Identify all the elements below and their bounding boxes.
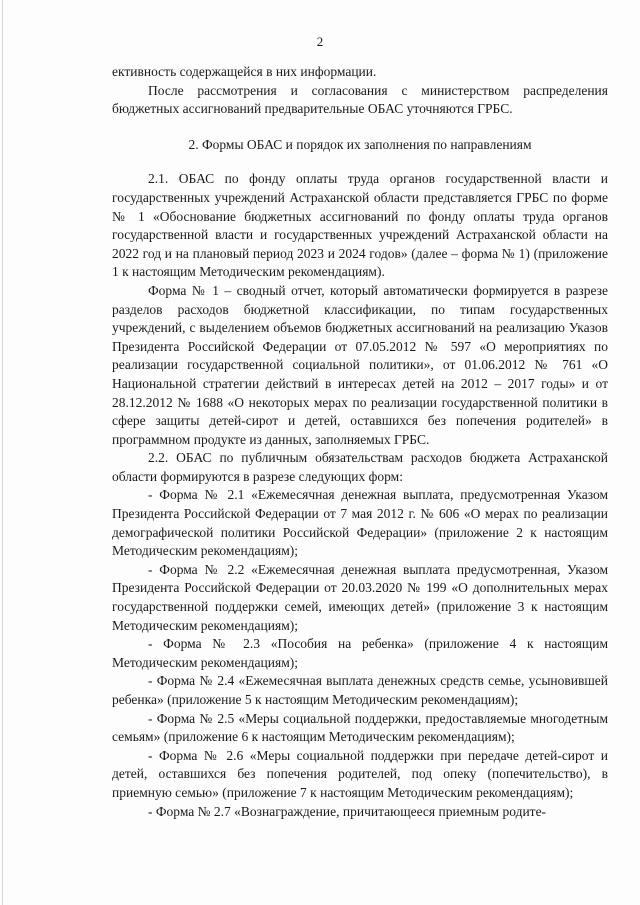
section-heading: 2. Формы ОБАС и порядок их заполнения по направлениям [188,136,532,152]
list-item-form-2-1: - Форма № 2.1 «Ежемесячная денежная выплата, предусмотренная Указом Президента Российской Федерации от 7 мая 2012 г. № 606 «О мерах по реализации демографической политики Российской Федерации» (приложение 2 к настоящим Методическим рекомендациям); [112,487,608,559]
paragraph-2-2: 2.2. ОБАС по публичным обязательствам расходов бюджета Астраханской области формируются в разрезе следующих форм: [112,450,608,484]
list-item-form-2-4: - Форма № 2.4 «Ежемесячная выплата денежных средств семье, усыновившей ребенка» (приложение 5 к настоящим Методическим рекомендациям); [112,673,608,707]
page-number: 2 [316,34,324,49]
list-item-form-2-7: - Форма № 2.7 «Вознаграждение, причитающееся приемным родите- [148,803,547,819]
list-item-form-2-6: - Форма № 2.6 «Меры социальной поддержки при передаче детей-сирот и детей, оставшихся без попечения родителей, под опеку (попечительство), в приемную семью» (приложение 7 к настоящим Методическим рекомендациям); [112,747,608,800]
list-item-form-2-2: - Форма № 2.2 «Ежемесячная денежная выплата предусмотренная, Указом Президента Российской Федерации от 20.03.2020 № 199 «О дополнительных мерах государственной поддержки семей, имеющих детей» (приложение 3 к настоящим Методическим рекомендациям); [112,561,608,633]
paragraph-approval: После рассмотрения и согласования с министерством распределения бюджетных ассигнований предварительные ОБАС уточняются ГРБС. [112,82,608,117]
list-item-form-2-5: - Форма № 2.5 «Меры социальной поддержки, предоставляемые многодетным семьям» (приложение 6 к настоящим Методическим рекомендациям); [112,710,608,745]
paragraph-continuation: ективность содержащейся в них информации. [112,64,377,79]
paragraph-form-1: Форма № 1 – сводный отчет, который автоматически формируется в разрезе разделов расходов бюджетной классификации, по типам государственных учреждений, с выделением объемов бюджетных ассигнований на реализацию Указов Президента Российской Федерации от 07.05.2012 № 597 «О мероприятиях по реализации государственной социальной политики», от 01.06.2012 № 761 «О Национальной стратегии действий в интересах детей на 2012 – 2017 годы» и от 28.12.2012 № 1688 «О некоторых мерах по реализации государственной политики в сфере защиты детей-сирот и детей, оставшихся без попечения родителей» в программном продукте из данных, заполняемых ГРБС. [112,282,608,447]
list-item-form-2-3: - Форма № 2.3 «Пособия на ребенка» (приложение 4 к настоящим Методическим рекомендациям); [112,636,608,670]
page-edge-line [2,0,3,905]
document-body [112,63,608,821]
paragraph-2-1: 2.1. ОБАС по фонду оплаты труда органов государственной власти и государственных учреждений Астраханской области представляется ГРБС по форме № 1 «Обоснование бюджетных ассигнований по фонду оплаты труда органов государственной власти и государственных учреждений Астраханской области на 2022 год и на плановый период 2023 и 2024 годов» (далее – форма № 1) (приложение 1 к настоящим Методическим рекомендациям). [112,171,608,280]
